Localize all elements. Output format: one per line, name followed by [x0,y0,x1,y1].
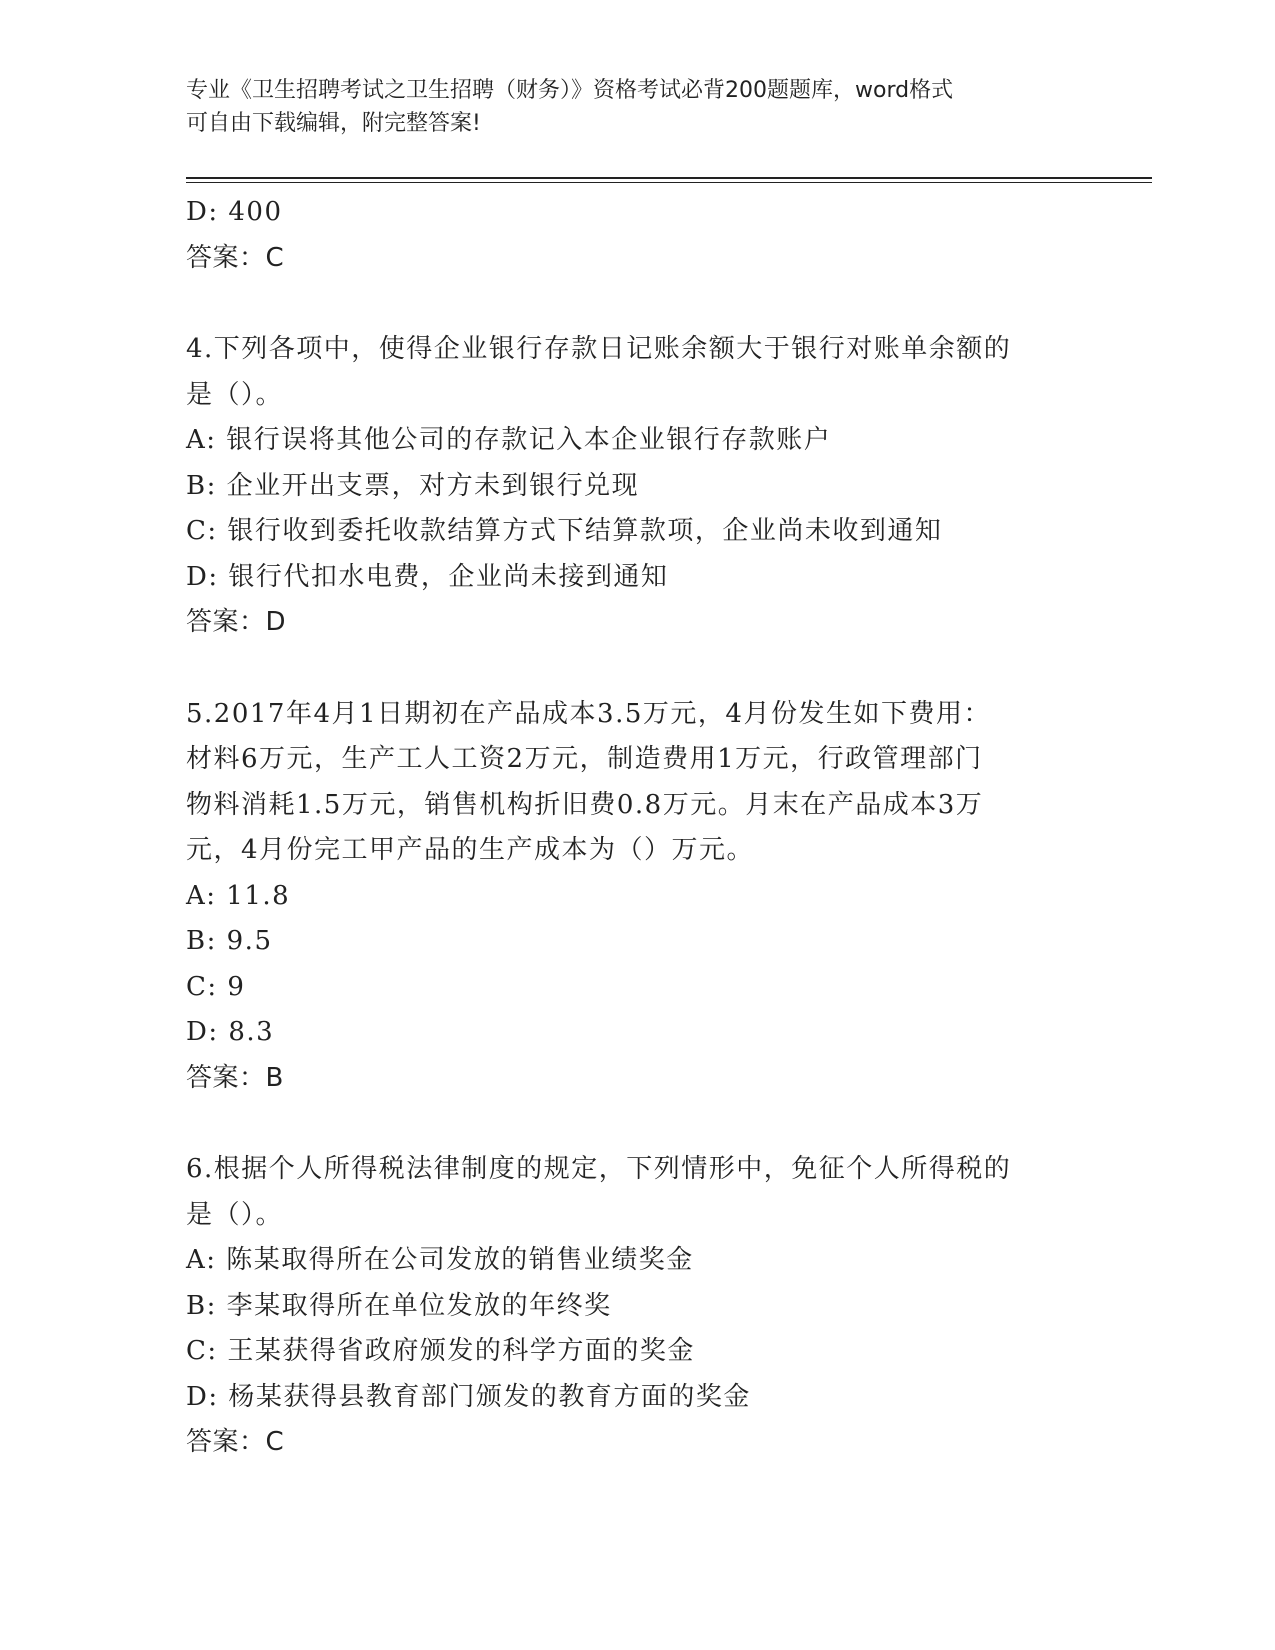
header-title-line2: 可自由下载编辑，附完整答案! [186,111,481,136]
option-b: B: 企业开出支票，对方未到银行兑现 [186,470,640,501]
spacer [186,1101,1066,1147]
question-stem: 是（）。 [186,379,284,410]
option-a: A: 银行误将其他公司的存款记入本企业银行存款账户 [186,425,832,455]
option-d: D: 杨某获得县教育部门颁发的教育方面的奖金 [186,1381,751,1412]
question-stem: 4.下列各项中，使得企业银行存款日记账余额大于银行对账单余额的 [186,334,1012,364]
question-stem: 5.2017年4月1日期初在产品成本3.5万元，4月份发生如下费用： [186,698,991,729]
answer-line: 答案：B [186,1062,284,1093]
option-d: D: 400 [186,197,283,227]
question-5 [186,692,1066,1102]
question-stem: 是（）。 [186,1199,284,1230]
question-stem: 6.根据个人所得税法律制度的规定，下列情形中，免征个人所得税的 [186,1154,1012,1184]
option-a: A: 陈某取得所在公司发放的销售业绩奖金 [186,1245,694,1275]
option-d: D: 银行代扣水电费，企业尚未接到通知 [186,561,669,592]
option-c: C: 9 [186,971,246,1002]
question-4 [186,327,1066,646]
page-header [186,74,1066,140]
option-b: B: 9.5 [186,926,273,956]
answer-line: 答案：C [186,1427,285,1457]
option-c: C: 王某获得省政府颁发的科学方面的奖金 [186,1336,695,1366]
question-stem: 物料消耗1.5万元，销售机构折旧费0.8万元。月末在产品成本3万 [186,789,984,820]
question-stem: 元，4月份完工甲产品的生产成本为（）万元。 [186,835,755,865]
spacer [186,646,1066,692]
option-d: D: 8.3 [186,1017,275,1047]
question-3-tail [186,190,1066,281]
spacer [186,281,1066,327]
answer-line: 答案：D [186,607,287,637]
option-b: B: 李某取得所在单位发放的年终奖 [186,1290,612,1321]
header-title-line1: 专业《卫生招聘考试之卫生招聘（财务）》资格考试必背200题题库，word格式 [186,78,954,103]
question-list [186,190,1066,1466]
question-6 [186,1147,1066,1466]
header-divider-thick [186,177,1152,179]
question-stem: 材料6万元，生产工人工资2万元，制造费用1万元，行政管理部门 [186,744,983,774]
option-c: C: 银行收到委托收款结算方式下结算款项，企业尚未收到通知 [186,516,943,546]
answer-line: 答案：C [186,242,285,273]
option-a: A: 11.8 [186,880,291,911]
header-divider-thin [186,182,1152,183]
